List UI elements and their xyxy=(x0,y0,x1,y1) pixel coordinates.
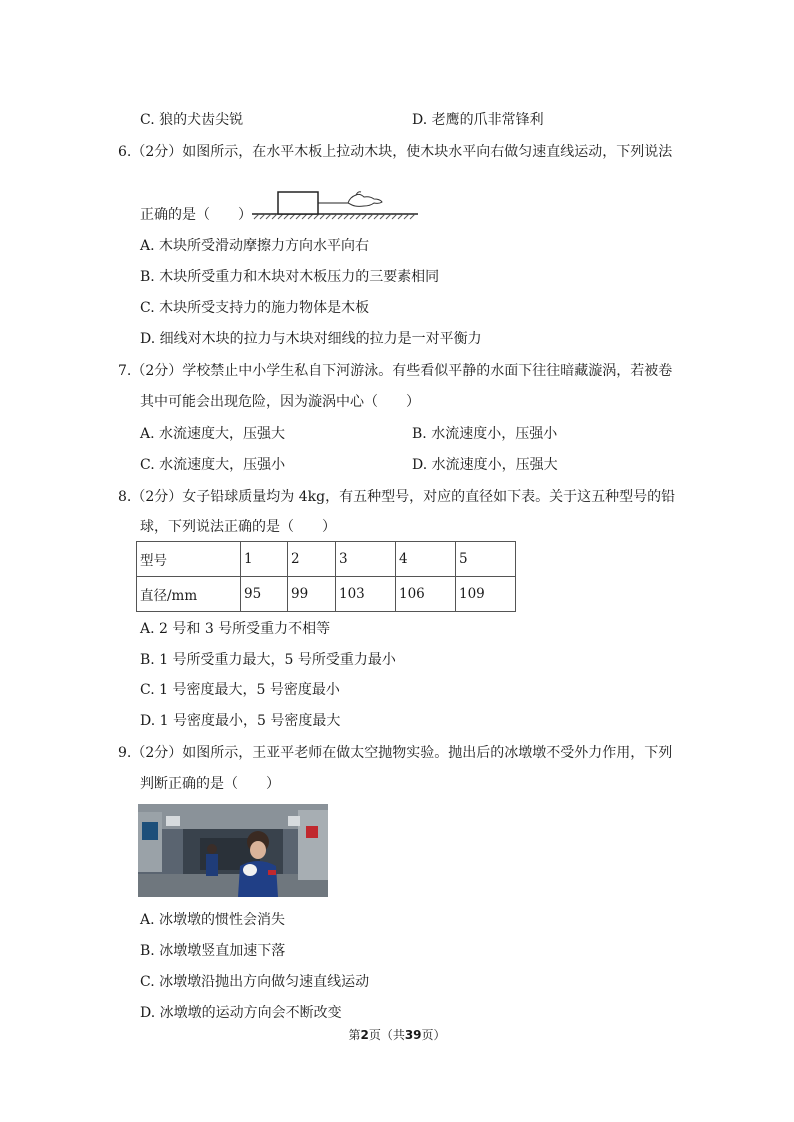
q6-stem-line2: 正确的是（ ） xyxy=(140,207,252,223)
q6-option-c: C. 木块所受支持力的施力物体是木板 xyxy=(140,300,370,316)
q6-option-b: B. 木块所受重力和木块对木板压力的三要素相同 xyxy=(140,269,440,285)
q7-option-b: B. 水流速度小，压强小 xyxy=(412,426,558,442)
table-cell: 1 xyxy=(241,542,288,577)
table-cell: 3 xyxy=(336,542,396,577)
q8-option-d: D. 1 号密度最小，5 号密度最大 xyxy=(140,713,341,729)
q5-option-c: C. 狼的犬齿尖锐 xyxy=(140,112,244,128)
q6-figure-block-on-board xyxy=(252,182,422,222)
shot-put-diameter-table xyxy=(136,541,516,612)
table-row xyxy=(137,577,516,612)
table-cell: 5 xyxy=(456,542,516,577)
q7-stem-line2: 其中可能会出现危险，因为漩涡中心（ ） xyxy=(140,394,420,410)
table-cell: 2 xyxy=(288,542,336,577)
table-cell: 103 xyxy=(336,577,396,612)
q7-option-a: A. 水流速度大，压强大 xyxy=(140,426,286,442)
q6-option-d: D. 细线对木块的拉力与木块对细线的拉力是一对平衡力 xyxy=(140,331,482,347)
q7-option-d: D. 水流速度小，压强大 xyxy=(412,457,558,473)
footer-middle: 页（共 xyxy=(368,1028,405,1042)
q6-stem-line1: 6.（2分）如图所示，在水平木板上拉动木块，使木块水平向右做匀速直线运动，下列说法 xyxy=(118,144,673,160)
table-cell: 109 xyxy=(456,577,516,612)
q9-option-c: C. 冰墩墩沿抛出方向做匀速直线运动 xyxy=(140,974,370,990)
footer-prefix: 第 xyxy=(348,1028,361,1042)
footer-suffix: 页） xyxy=(421,1028,446,1042)
q8-option-a: A. 2 号和 3 号所受重力不相等 xyxy=(140,621,331,637)
q8-option-c: C. 1 号密度最大，5 号密度最小 xyxy=(140,682,340,698)
q9-stem-line2: 判断正确的是（ ） xyxy=(140,776,280,792)
q6-option-a: A. 木块所受滑动摩擦力方向水平向右 xyxy=(140,238,370,254)
table-header-cell: 直径/mm xyxy=(137,577,241,612)
table-header-cell: 型号 xyxy=(137,542,241,577)
table-cell: 99 xyxy=(288,577,336,612)
table-cell: 106 xyxy=(396,577,456,612)
table-cell: 95 xyxy=(241,577,288,612)
table-cell: 4 xyxy=(396,542,456,577)
q8-stem-line1: 8.（2分）女子铅球质量均为 4kg，有五种型号，对应的直径如下表。关于这五种型号的铅 xyxy=(118,489,676,505)
table-row xyxy=(137,542,516,577)
q9-option-a: A. 冰墩墩的惯性会消失 xyxy=(140,912,286,928)
q8-option-b: B. 1 号所受重力最大，5 号所受重力最小 xyxy=(140,652,396,668)
q5-option-d: D. 老鹰的爪非常锋利 xyxy=(412,112,544,128)
q7-option-c: C. 水流速度大，压强小 xyxy=(140,457,286,473)
q9-stem-line1: 9.（2分）如图所示，王亚平老师在做太空抛物实验。抛出后的冰墩墩不受外力作用，下列 xyxy=(118,745,673,761)
q7-stem-line1: 7.（2分）学校禁止中小学生私自下河游泳。有些看似平静的水面下往往暗藏漩涡，若被卷 xyxy=(118,363,673,379)
page-number: 2 xyxy=(360,1028,369,1042)
page-footer xyxy=(0,1026,794,1044)
q8-stem-line2: 球，下列说法正确的是（ ） xyxy=(140,519,336,535)
q9-option-b: B. 冰墩墩竖直加速下落 xyxy=(140,943,286,959)
total-pages: 39 xyxy=(404,1028,422,1042)
q9-option-d: D. 冰墩墩的运动方向会不断改变 xyxy=(140,1005,342,1021)
space-station-photo xyxy=(138,804,328,897)
